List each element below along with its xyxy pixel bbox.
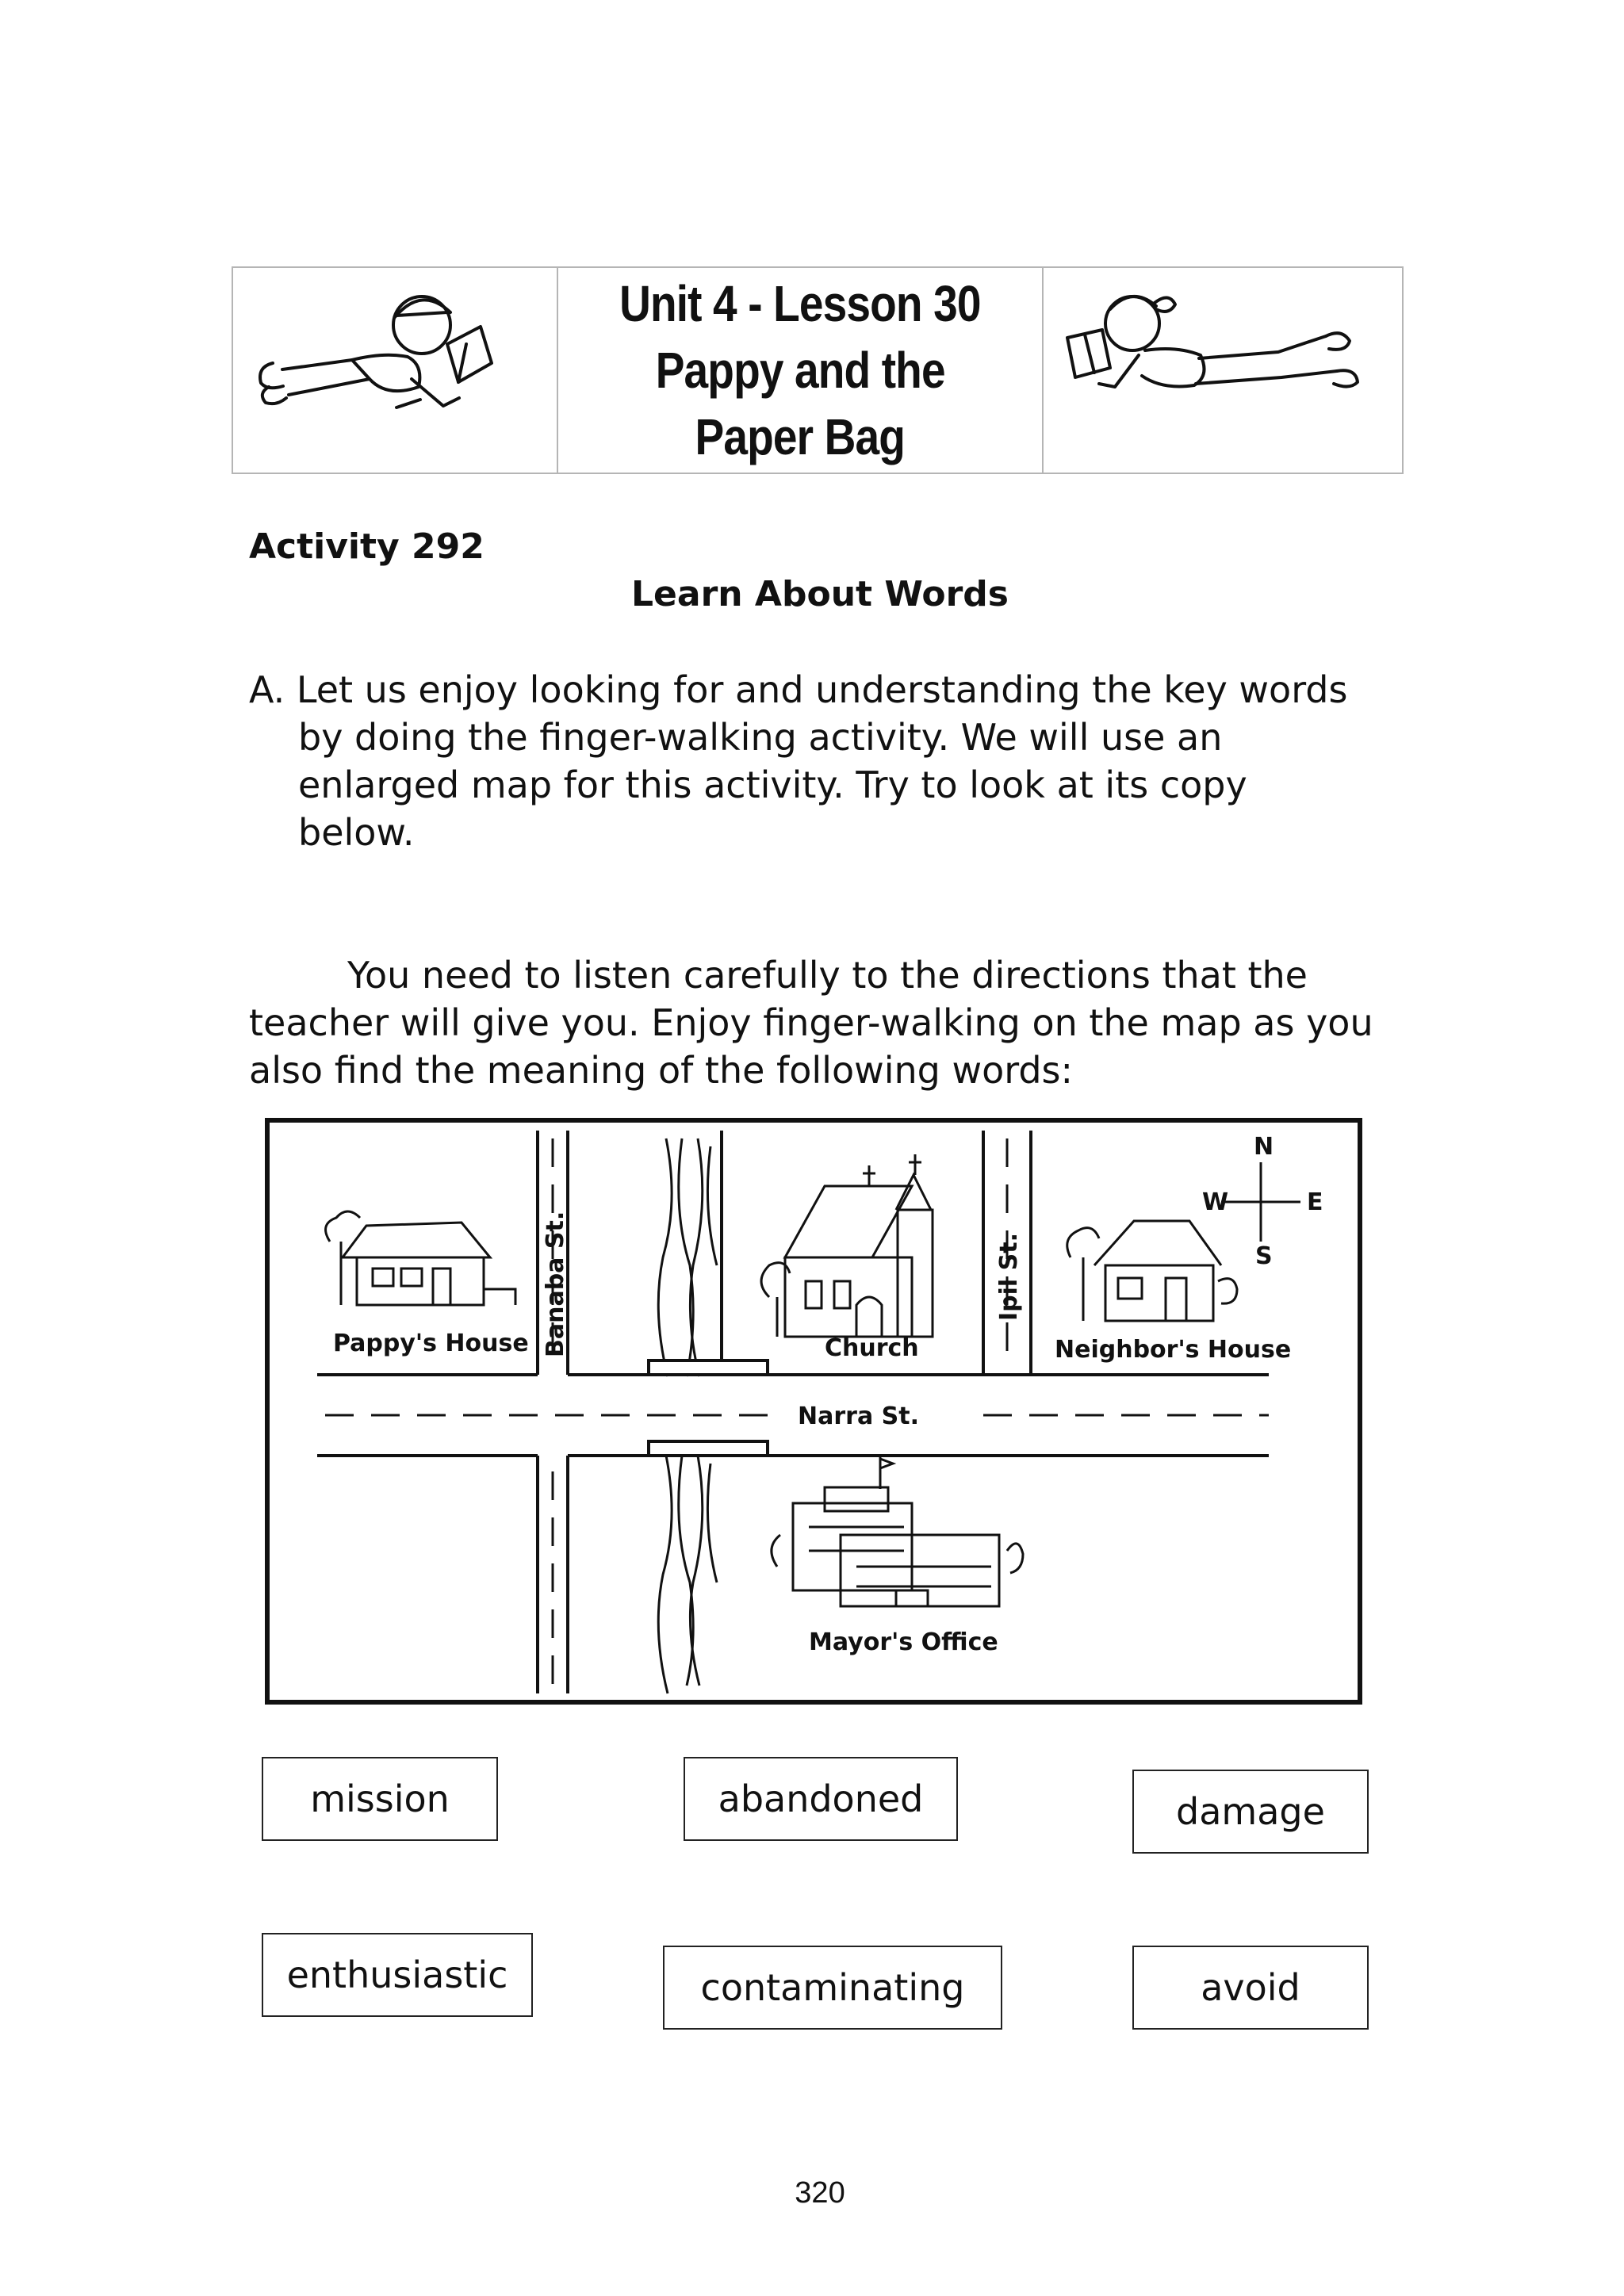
label-church: Church (825, 1334, 919, 1362)
label-narra-street: Narra St. (798, 1402, 919, 1430)
bridge-south (649, 1441, 768, 1456)
compass-west: W (1202, 1188, 1229, 1216)
lesson-title-line-3: Paper Bag (695, 408, 906, 465)
paragraph-a-line: by doing the finger-walking activity. We will use an (298, 716, 1223, 759)
town-map (265, 1118, 1362, 1705)
lesson-title-line-1: Unit 4 - Lesson 30 (619, 275, 981, 332)
page-number: 320 (795, 2176, 845, 2210)
compass-north: N (1254, 1133, 1274, 1161)
compass-east: E (1307, 1188, 1323, 1216)
street-edges (317, 1131, 1269, 1693)
town-map-drawing (270, 1123, 1358, 1700)
paragraph-a-line: enlarged map for this activity. Try to look at its copy (298, 763, 1247, 806)
section-title: Learn About Words (631, 574, 1009, 614)
word-box-enthusiastic: enthusiastic (262, 1933, 533, 2017)
paragraph-a-line: below. (298, 811, 415, 854)
paragraph-b-line: also find the meaning of the following words: (249, 1049, 1073, 1092)
header-cell-left (233, 268, 558, 473)
boy-reading-illustration (233, 268, 558, 473)
word-box-abandoned: abandoned (684, 1757, 958, 1841)
paragraph-a-line: A. Let us enjoy looking for and understanding the key words (249, 668, 1348, 711)
bridge-north (649, 1360, 768, 1375)
word-box-contaminating: contaminating (663, 1946, 1002, 2030)
mayors-office-icon (772, 1456, 1023, 1606)
label-banaba-street: Banaba St. (542, 1211, 569, 1357)
lesson-header-table (232, 266, 1404, 474)
neighbors-house-icon (1067, 1221, 1237, 1321)
label-pappys-house: Pappy's House (333, 1330, 529, 1357)
label-ipil-street: Ipil St. (995, 1233, 1023, 1321)
church-icon (761, 1154, 933, 1337)
label-neighbors-house: Neighbor's House (1055, 1336, 1292, 1364)
girl-reading-illustration (1044, 268, 1394, 473)
lesson-title-line-2: Pappy and the (655, 342, 945, 399)
activity-label: Activity 292 (249, 526, 485, 567)
word-box-mission: mission (262, 1757, 498, 1841)
header-cell-right (1044, 268, 1402, 473)
street-centerlines (325, 1138, 1269, 1686)
word-box-damage: damage (1132, 1770, 1369, 1854)
word-box-avoid: avoid (1132, 1946, 1369, 2030)
paragraph-b-line: You need to listen carefully to the directions that the (347, 954, 1308, 997)
pappys-house-icon (326, 1211, 515, 1305)
header-title-cell (558, 268, 1044, 473)
compass-south: S (1255, 1242, 1273, 1270)
compass-rose-icon (1221, 1162, 1300, 1242)
paragraph-b-line: teacher will give you. Enjoy finger-walking on the map as you (249, 1001, 1373, 1044)
label-mayors-office: Mayor's Office (809, 1628, 998, 1656)
